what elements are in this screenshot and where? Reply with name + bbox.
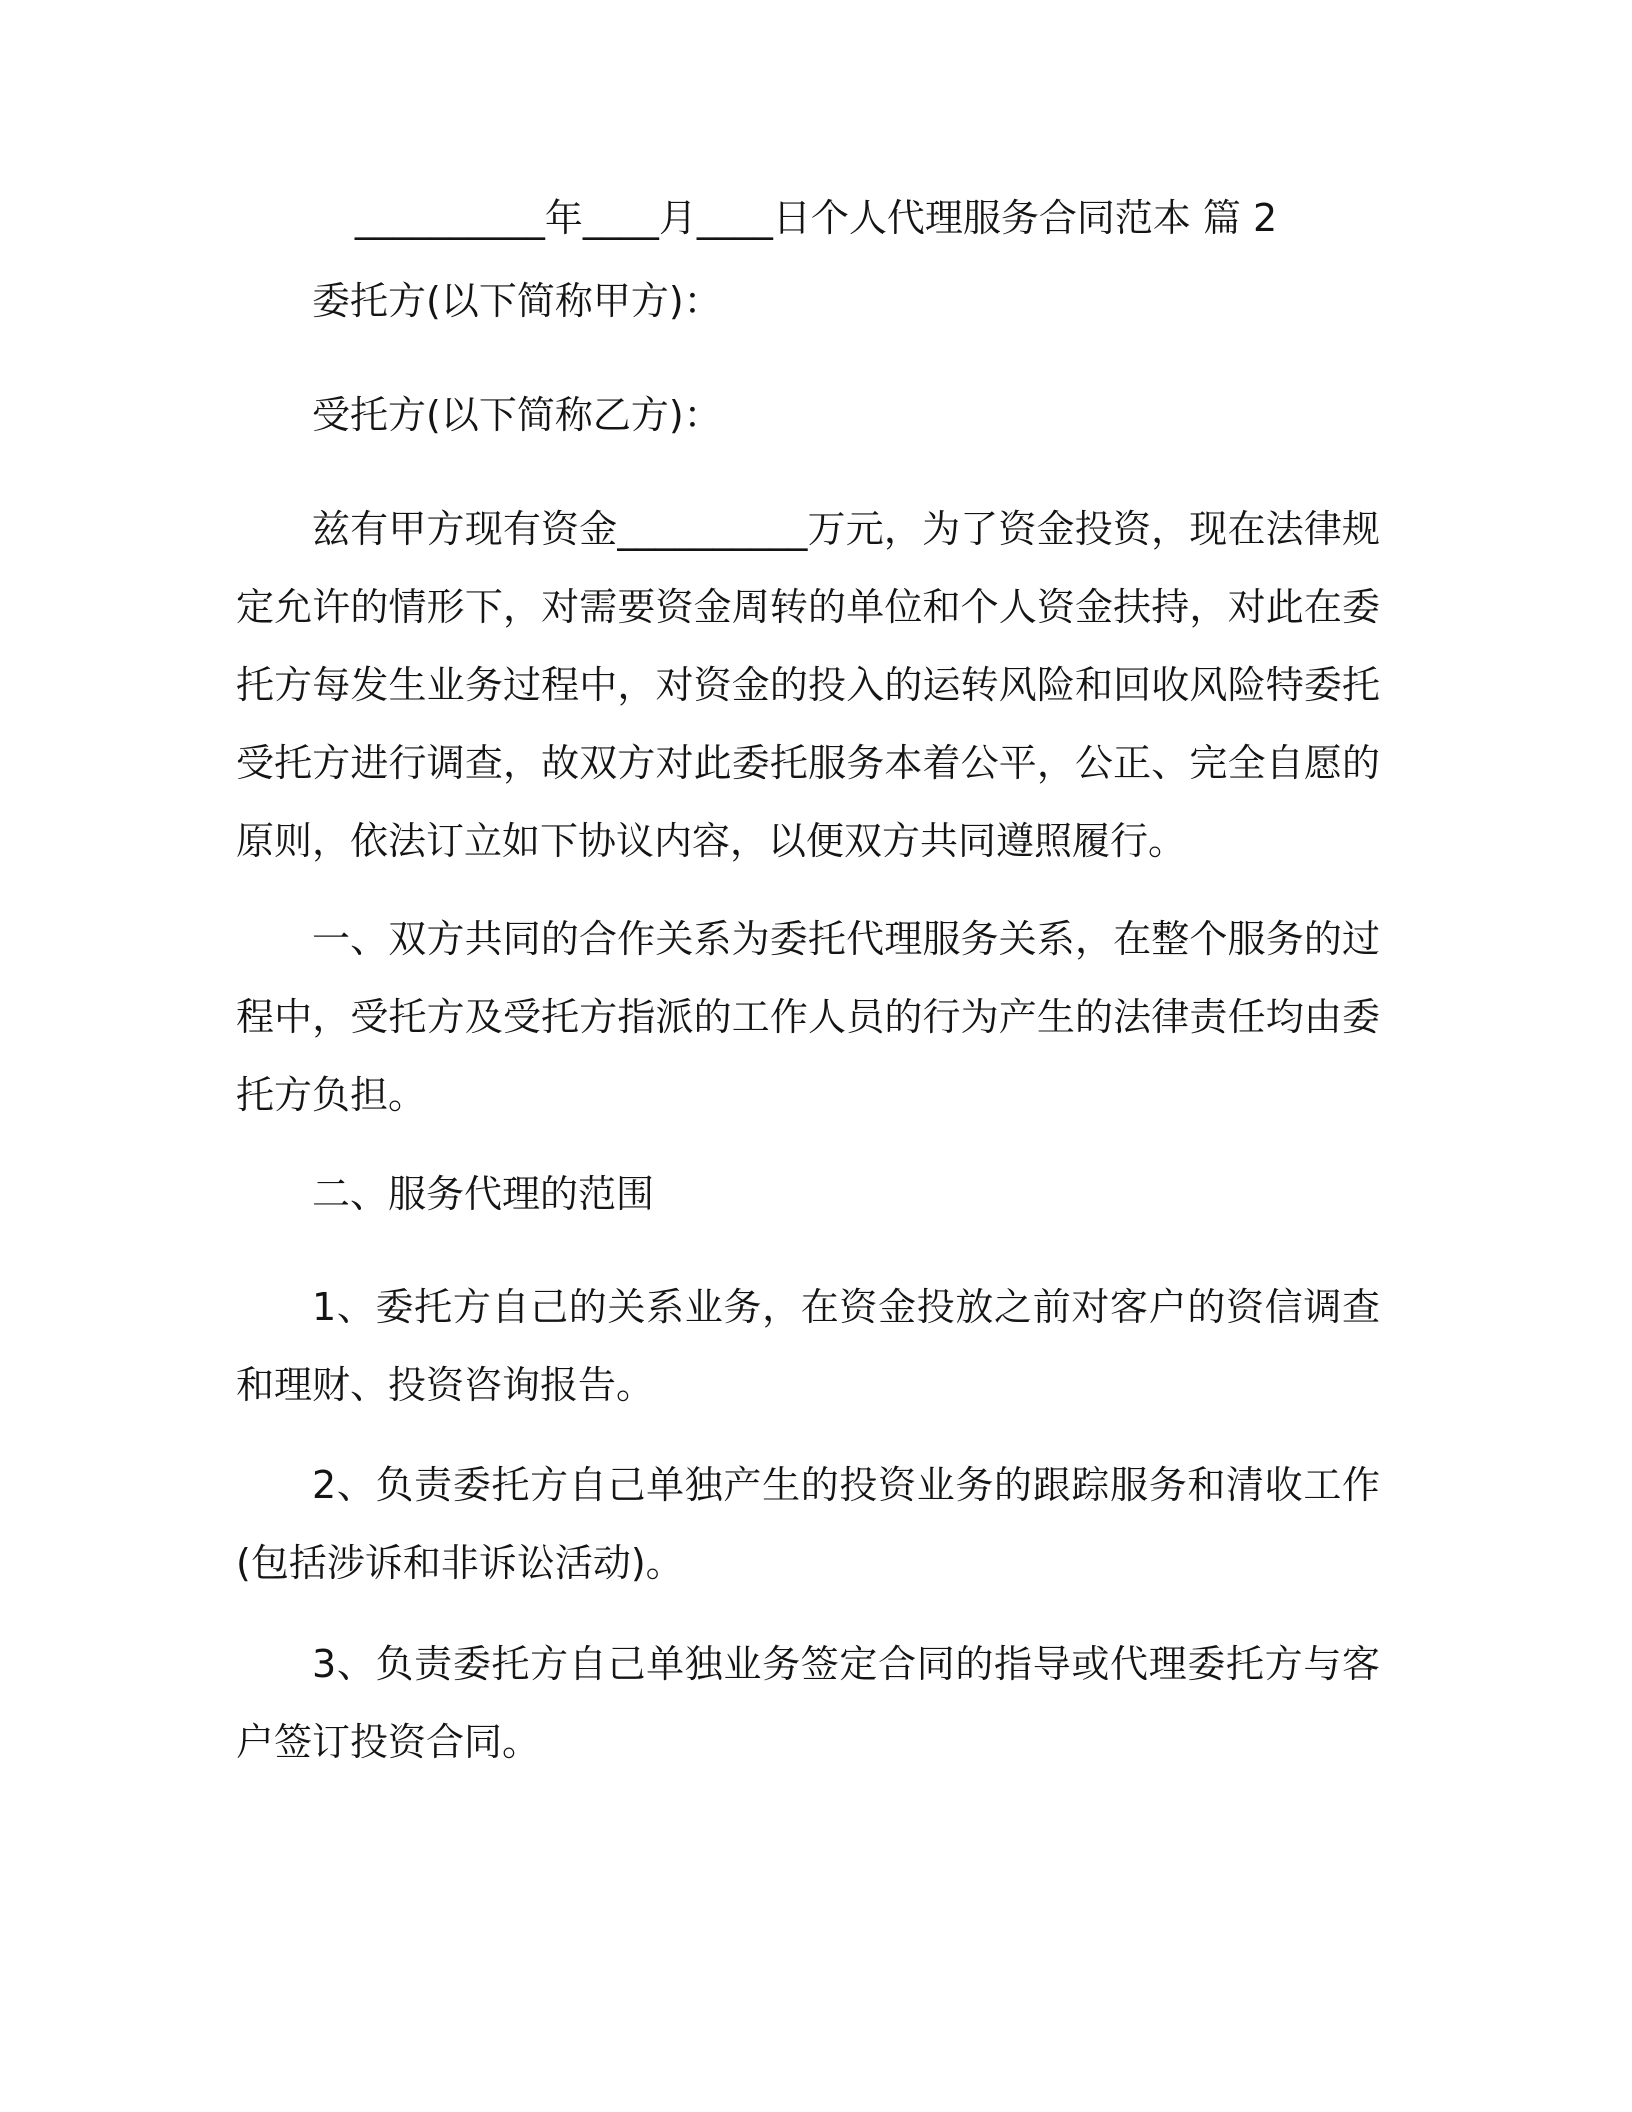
item-1-paragraph: 1、委托方自己的关系业务，在资金投放之前对客户的资信调查和理财、投资咨询报告。	[236, 1285, 1380, 1407]
clause-1-paragraph: 一、双方共同的合作关系为委托代理服务关系，在整个服务的过程中，受托方及受托方指派的工作人员的行为产生的法律责任均由委托方负担。	[236, 917, 1380, 1117]
party-b-line: 受托方(以下简称乙方)：	[312, 393, 722, 437]
item-2-paragraph: 2、负责委托方自己单独产生的投资业务的跟踪服务和清收工作(包括涉诉和非诉讼活动)。	[236, 1463, 1380, 1585]
intro-paragraph: 兹有甲方现有资金__________万元，为了资金投资，现在法律规定允许的情形下，对需要资金周转的单位和个人资金扶持，对此在委托方每发生业务过程中，对资金的投入的运转风险和回收风险特委托受托方进行调查，故双方对此委托服务本着公平，公正、完全自愿的原则，依法订立如下协议内容，以便双方共同遵照履行。	[236, 507, 1380, 863]
item-3-paragraph: 3、负责委托方自己单独业务签定合同的指导或代理委托方与客户签订投资合同。	[236, 1642, 1380, 1764]
section-2-heading: 二、服务代理的范围	[312, 1172, 655, 1216]
document-title: __________年____月____日个人代理服务合同范本 篇 2	[354, 196, 1278, 240]
party-a-line: 委托方(以下简称甲方)：	[312, 279, 722, 323]
